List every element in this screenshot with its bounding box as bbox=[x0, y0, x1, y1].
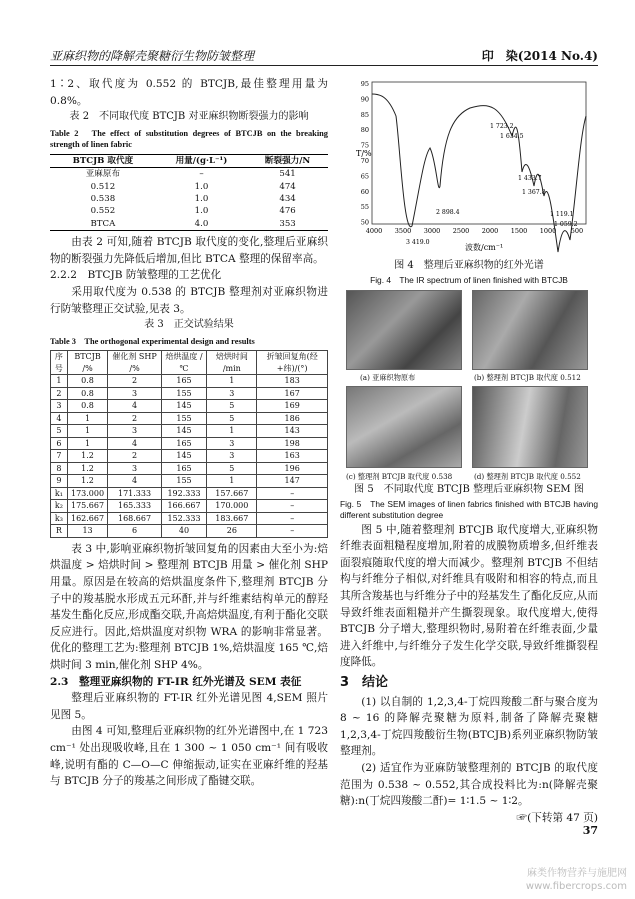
table-cell: 2 bbox=[108, 375, 161, 388]
table-cell: 476 bbox=[279, 206, 296, 217]
table-cell: 2 bbox=[51, 387, 68, 400]
table-cell: 5 bbox=[207, 462, 257, 475]
table-cell: 4 bbox=[108, 437, 161, 450]
peak-label: 1 367.8 bbox=[522, 189, 546, 196]
table-cell: 1.0 bbox=[194, 194, 209, 204]
table-row bbox=[50, 168, 328, 181]
table-cell: 171.333 bbox=[108, 487, 161, 500]
table-cell: 3 bbox=[108, 425, 161, 438]
table-cell: 1 bbox=[207, 425, 257, 438]
table-cell: 4.0 bbox=[194, 218, 209, 229]
table-cell: 5 bbox=[207, 412, 257, 425]
table-cell: 474 bbox=[279, 181, 296, 192]
table-cell: 145 bbox=[161, 400, 207, 413]
table-cell: – bbox=[199, 169, 204, 180]
x-tick-label: 500 bbox=[570, 227, 584, 235]
table-header: 焙烘时间 /min bbox=[207, 351, 257, 375]
section-heading: 3 结论 bbox=[340, 675, 389, 691]
table-cell: 165 bbox=[161, 375, 207, 388]
table-row bbox=[51, 500, 328, 513]
table-cell: 13 bbox=[67, 525, 108, 538]
table-cell: k₂ bbox=[51, 500, 68, 513]
section-heading: 2.2.2 BTCJB 防皱整理的工艺优化 bbox=[50, 269, 222, 282]
table-cell: 0.552 bbox=[90, 206, 116, 217]
table2-caption: 表 2 不同取代度 BTCJB 对亚麻织物断裂强力的影响 bbox=[69, 111, 309, 123]
y-axis-label: T/% bbox=[356, 149, 372, 158]
watermark bbox=[526, 867, 627, 893]
sem-label: (c) 整理剂 BTCJB 取代度 0.538 bbox=[346, 472, 453, 482]
table-cell: 183.667 bbox=[207, 512, 257, 525]
watermark-line: www.fibercrops.com bbox=[525, 881, 627, 892]
y-tick-label: 85 bbox=[360, 110, 369, 119]
table-cell: – bbox=[257, 525, 328, 538]
x-tick-label: 3500 bbox=[394, 227, 412, 235]
table-row bbox=[51, 412, 328, 425]
paragraph: (2) 适宜作为亚麻防皱整理剂的 BTCJB 的取代度范围为 0.538 ~ 0.552,其合成投料比为:n(降解壳聚糖):n(丁烷四羧酸二酐)= 1∶1.5 ~ 1∶2。 bbox=[340, 762, 598, 808]
x-tick-label: 1000 bbox=[539, 227, 557, 235]
table-cell: 3 bbox=[51, 400, 68, 413]
paragraph: 表 3 中,影响亚麻织物折皱回复角的因素由大至小为:焙烘温度 > 焙烘时间 > 整理剂 BTCJB 用量 > 催化剂 SHP 用量。原因是在较高的焙烘温度条件下,整理剂 BTCJB 分子中的羧基脱水形成五元环酐,并与纤维素结构单元的醇羟基发生酯化反应,形成酯交联,升高焙烘温度,有利于酯化交联反应进行。因此,焙烘温度对织物 WRA 的影响非常显著。优化的整理工艺为:整理剂 BTCJB 1%,焙烘温度 165 ℃,焙烘时间 3 min,催化剂 SHP 4%。 bbox=[50, 542, 328, 671]
table-cell: 152.333 bbox=[161, 512, 207, 525]
table-cell: 198 bbox=[257, 437, 328, 450]
paragraph: 1∶2、取代度为 0.552 的 BTCJB,最佳整理用量为 0.8%。 bbox=[50, 78, 328, 107]
table-cell: 145 bbox=[161, 450, 207, 463]
x-tick-label: 1500 bbox=[510, 227, 528, 235]
table-row bbox=[51, 525, 328, 538]
table-cell: – bbox=[257, 512, 328, 525]
table-cell: 353 bbox=[279, 218, 296, 229]
table-cell: 1.0 bbox=[194, 206, 209, 217]
table-cell: 157.667 bbox=[207, 487, 257, 500]
ir-spectrum-chart bbox=[340, 76, 598, 256]
table3-caption: 表 3 正交试验结果 bbox=[144, 319, 234, 331]
x-tick-label: 2000 bbox=[481, 227, 499, 235]
y-tick-label: 70 bbox=[360, 157, 369, 165]
table-cell: 3 bbox=[207, 387, 257, 400]
table-cell: 162.667 bbox=[67, 512, 108, 525]
table-cell: 1.0 bbox=[194, 181, 209, 192]
table-cell: 1.2 bbox=[67, 450, 108, 463]
table-cell: 3 bbox=[108, 462, 161, 475]
table-cell: 2 bbox=[108, 412, 161, 425]
table-cell: 1 bbox=[67, 425, 108, 438]
table-cell: 145 bbox=[161, 425, 207, 438]
table-cell: R bbox=[51, 525, 68, 538]
peak-label: 1 634.5 bbox=[500, 133, 524, 140]
table-cell: 4 bbox=[51, 412, 68, 425]
table-cell: 169 bbox=[257, 400, 328, 413]
table-cell: k₃ bbox=[51, 512, 68, 525]
figure-4 bbox=[340, 76, 598, 256]
figure4-caption-en: Fig. 4 The IR spectrum of linen finished with BTCJB bbox=[370, 274, 568, 285]
y-tick-label: 90 bbox=[360, 95, 369, 104]
table-row bbox=[51, 475, 328, 488]
table-header: 序号 bbox=[51, 351, 68, 375]
table-row bbox=[51, 375, 328, 388]
table-cell: 175.667 bbox=[67, 500, 108, 513]
watermark-line: 麻类作物营养与施肥网 bbox=[527, 868, 627, 879]
table-header: 断裂强力/N bbox=[264, 155, 311, 166]
table-cell: 541 bbox=[279, 169, 296, 180]
table-cell: 3 bbox=[207, 437, 257, 450]
table-row bbox=[51, 387, 328, 400]
table-cell: 6 bbox=[108, 525, 161, 538]
table-cell: 26 bbox=[207, 525, 257, 538]
table-cell: 1 bbox=[207, 475, 257, 488]
table-cell: 3 bbox=[207, 450, 257, 463]
table-cell: 2 bbox=[108, 450, 161, 463]
table-header: 焙烘温度 /℃ bbox=[161, 351, 207, 375]
table3-caption-en: Table 3 The orthogonal experimental design and results bbox=[50, 336, 255, 346]
y-tick-label: 80 bbox=[360, 126, 369, 135]
section-heading: 2.3 整理亚麻织物的 FT-IR 红外光谱及 SEM 表征 bbox=[50, 675, 302, 688]
table-cell: 183 bbox=[257, 375, 328, 388]
table-cell: 0.8 bbox=[67, 387, 108, 400]
figure5-caption-en: Fig. 5 The SEM images of linen fabrics finished with BTCJB having different substitution degree bbox=[340, 498, 598, 521]
table2-caption-en: Table 2 The effect of substitution degrees of BTCJB on the breaking strength of linen fabric bbox=[50, 128, 328, 150]
table-cell: 1 bbox=[207, 375, 257, 388]
table-cell: 163 bbox=[257, 450, 328, 463]
journal-article-title: 亚麻织物的降解壳聚糖衍生物防皱整理 bbox=[50, 49, 255, 63]
table-2 bbox=[50, 154, 328, 231]
table-cell: 0.538 bbox=[90, 194, 116, 204]
sem-image-d bbox=[472, 386, 588, 468]
table-cell: 165.333 bbox=[108, 500, 161, 513]
peak-label: 1 433.7 bbox=[518, 175, 542, 182]
figure4-caption: 图 4 整理后亚麻织物的红外光谱 bbox=[394, 260, 544, 271]
table-cell: 1 bbox=[67, 437, 108, 450]
y-tick-label: 65 bbox=[360, 172, 369, 181]
paragraph: 由图 4 可知,整理后亚麻织物的红外光谱图中,在 1 723 cm⁻¹ 处出现吸收峰,且在 1 300 ~ 1 050 cm⁻¹ 间有吸收峰,说明有酯的 C—O—C 伸缩振动,证实在亚麻纤维的羟基与 BTCJB 分子的羧基之间形成了酯键交联。 bbox=[50, 725, 328, 788]
paragraph: (1) 以自制的 1,2,3,4-丁烷四羧酸二酐与聚合度为 8 ~ 16 的降解壳聚糖为原料,制备了降解壳聚糖 1,2,3,4-丁烷四羧酸衍生物(BTCJB)系列亚麻织物防皱整理剂。 bbox=[340, 695, 598, 758]
table-row bbox=[51, 450, 328, 463]
table-row bbox=[51, 487, 328, 500]
peak-label: 1 059.2 bbox=[554, 221, 578, 228]
table-header: BTCJB /% bbox=[67, 351, 108, 375]
sem-label: (a) 亚麻织物原布 bbox=[360, 373, 416, 383]
table-cell: 4 bbox=[108, 475, 161, 488]
y-tick-label: 55 bbox=[360, 203, 369, 212]
page-number: 37 bbox=[582, 824, 598, 837]
peak-label: 1 723.2 bbox=[490, 123, 514, 130]
table-cell: 8 bbox=[51, 462, 68, 475]
table-cell: 0.8 bbox=[67, 375, 108, 388]
continued-note: ☞(下转第 47 页) bbox=[516, 811, 598, 824]
table-cell: 155 bbox=[161, 387, 207, 400]
table-row bbox=[51, 400, 328, 413]
table-cell: 0.512 bbox=[90, 181, 116, 192]
table-cell: 155 bbox=[161, 475, 207, 488]
table-header: 用量/(g·L⁻¹) bbox=[175, 155, 228, 166]
peak-label: 2 898.4 bbox=[436, 209, 460, 216]
x-axis-label: 波数/cm⁻¹ bbox=[465, 243, 504, 252]
table-cell: 192.333 bbox=[161, 487, 207, 500]
table-cell: 170.000 bbox=[207, 500, 257, 513]
table-cell: 5 bbox=[51, 425, 68, 438]
left-column bbox=[50, 76, 328, 790]
y-tick-label: 95 bbox=[360, 80, 369, 88]
table-cell: 143 bbox=[257, 425, 328, 438]
table-cell: – bbox=[257, 487, 328, 500]
figure5-caption: 图 5 不同取代度 BTCJB 整理后亚麻织物 SEM 图 bbox=[354, 484, 584, 496]
table-cell: 168.667 bbox=[108, 512, 161, 525]
paragraph: 整理后亚麻织物的 FT-IR 红外光谱见图 4,SEM 照片见图 5。 bbox=[50, 692, 328, 721]
paragraph: 由表 2 可知,随着 BTCJB 取代度的变化,整理后亚麻织物的断裂强力先降低后增加,但比 BTCA 整理的保留率高。 bbox=[50, 236, 328, 265]
table-cell: 0.8 bbox=[67, 400, 108, 413]
table-cell: 186 bbox=[257, 412, 328, 425]
table-row bbox=[50, 205, 328, 217]
table-cell: 165 bbox=[161, 462, 207, 475]
table-cell: 1.2 bbox=[67, 475, 108, 488]
table-3 bbox=[50, 350, 328, 538]
table-row bbox=[51, 425, 328, 438]
table-cell: 1 bbox=[67, 412, 108, 425]
sem-image-a bbox=[346, 290, 462, 370]
table-cell: 155 bbox=[161, 412, 207, 425]
table-cell: 6 bbox=[51, 437, 68, 450]
table-cell: 1 bbox=[51, 375, 68, 388]
y-tick-label: 50 bbox=[360, 218, 369, 227]
table-cell: BTCA bbox=[90, 218, 116, 229]
table-cell: 1.2 bbox=[67, 462, 108, 475]
paragraph: 图 5 中,随着整理剂 BTCJB 取代度增大,亚麻织物纤维表面粗糙程度增加,附着的成膜物质增多,但纤维表面裂痕随取代度的增大而减少。整理剂 BTCJB 不但结构与纤维分子相似,对纤维具有吸附和相容的特点,而且其所含羧基也与纤维分子中的羟基发生了酯化反应,从而导致纤维表面粗糙并产生撕裂现象。取代度增大,使得 BTCJB 分子增大,整理织物时,易附着在纤维表面,少量进入纤维中,与纤维分子发生化学交联,导致纤维撕裂程度降低。 bbox=[340, 523, 598, 669]
y-tick-label: 60 bbox=[360, 187, 369, 196]
right-column bbox=[340, 76, 598, 826]
table-row bbox=[50, 218, 328, 231]
sem-label: (d) 整理剂 BTCJB 取代度 0.552 bbox=[474, 472, 581, 482]
table-cell: 167 bbox=[257, 387, 328, 400]
table-cell: k₁ bbox=[51, 487, 68, 500]
peak-label: 1 119.1 bbox=[550, 211, 574, 218]
table-header: 催化剂 SHP /% bbox=[108, 351, 161, 375]
x-tick-label: 2500 bbox=[452, 227, 470, 235]
sem-label: (b) 整理剂 BTCJB 取代度 0.512 bbox=[474, 373, 581, 383]
table-cell: 4 bbox=[108, 400, 161, 413]
running-header bbox=[50, 45, 598, 66]
paragraph: 采用取代度为 0.538 的 BTCJB 整理剂对亚麻织物进行防皱整理正交试验,见表 3。 bbox=[50, 286, 328, 315]
peak-label: 3 419.0 bbox=[406, 239, 430, 246]
table-cell: 5 bbox=[207, 400, 257, 413]
sem-image-c bbox=[346, 386, 462, 468]
table-cell: 147 bbox=[257, 475, 328, 488]
table-header: BTCJB 取代度 bbox=[72, 155, 134, 166]
x-tick-label: 4000 bbox=[365, 227, 383, 235]
table-cell: 173.000 bbox=[67, 487, 108, 500]
table-cell: 196 bbox=[257, 462, 328, 475]
table-row bbox=[50, 181, 328, 193]
table-row bbox=[51, 437, 328, 450]
table-cell: – bbox=[257, 500, 328, 513]
table-cell: 亚麻原布 bbox=[85, 169, 121, 180]
table-cell: 166.667 bbox=[161, 500, 207, 513]
table-row bbox=[50, 193, 328, 205]
table-cell: 7 bbox=[51, 450, 68, 463]
sem-image-b bbox=[472, 290, 588, 370]
table-header: 折皱回复角(经+纬)/(°) bbox=[257, 351, 328, 375]
table-cell: 9 bbox=[51, 475, 68, 488]
table-row bbox=[51, 512, 328, 525]
table-cell: 3 bbox=[108, 387, 161, 400]
y-tick-label: 75 bbox=[360, 141, 369, 150]
figure-5 bbox=[340, 286, 598, 482]
x-tick-label: 3000 bbox=[423, 227, 441, 235]
table-cell: 40 bbox=[161, 525, 207, 538]
table-cell: 165 bbox=[161, 437, 207, 450]
table-row bbox=[51, 462, 328, 475]
table-cell: 434 bbox=[279, 194, 296, 204]
journal-issue: 印 染(2014 No.4) bbox=[481, 49, 598, 63]
